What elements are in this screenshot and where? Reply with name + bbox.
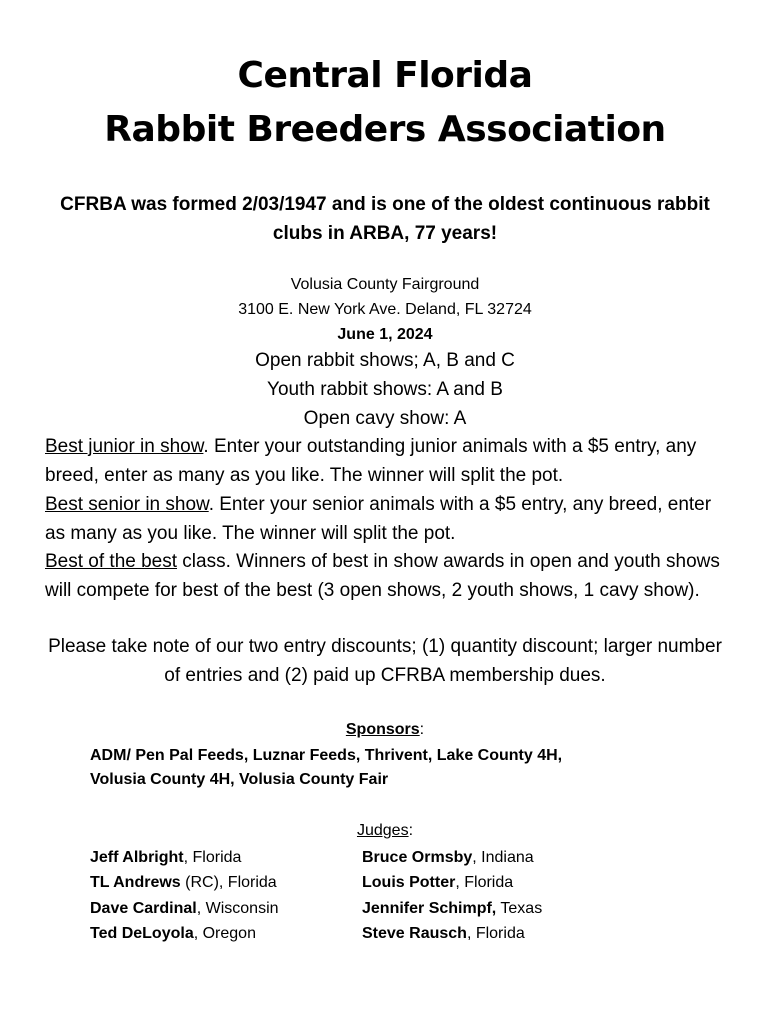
venue-name: Volusia County Fairground	[290, 276, 480, 293]
judge-name: Jennifer Schimpf,	[362, 899, 497, 917]
judge-entry	[362, 896, 542, 921]
sponsors-heading: Sponsors:	[345, 721, 425, 738]
judge-detail: , Indiana	[472, 849, 534, 866]
show-youth-rabbit: Youth rabbit shows: A and B	[267, 379, 503, 400]
title-line-2: Rabbit Breeders Association	[104, 109, 666, 150]
venue-address: 3100 E. New York Ave. Deland, FL 32724	[238, 301, 532, 318]
judge-name: Bruce Ormsby	[362, 849, 473, 866]
sponsors-heading-label: Sponsors	[345, 721, 420, 738]
show-date: June 1, 2024	[337, 326, 433, 343]
judge-entry	[362, 845, 542, 870]
special-best-senior	[45, 491, 735, 548]
special-title: Best of the best	[45, 551, 178, 572]
judge-detail: Texas	[496, 899, 543, 917]
judge-name: Ted DeLoyola	[90, 924, 194, 942]
judge-entry	[362, 921, 542, 946]
special-text: . Enter your outstanding junior animals with a $5 entry, any breed, enter as many as you like. The winner will split the pot.	[45, 436, 697, 486]
special-best-junior	[45, 433, 735, 490]
special-text: . Enter your senior animals with a $5 entry, any breed, enter as many as you like. The winner will split the pot.	[45, 494, 712, 544]
special-best-of-best	[45, 548, 735, 605]
judges-heading: Judges:	[356, 822, 414, 839]
judge-detail: , Florida	[183, 849, 242, 866]
judge-name: Louis Potter	[362, 874, 456, 892]
judge-detail: , Florida	[466, 924, 525, 942]
judges-right-column	[362, 845, 542, 946]
special-text: class. Winners of best in show awards in open and youth shows will compete for best of the best (3 open shows, 2 youth shows, 1 cavy show).	[45, 551, 720, 601]
judge-name: Jeff Albright	[90, 849, 184, 866]
judge-detail: , Florida	[455, 874, 514, 892]
special-title: Best senior in show	[45, 494, 209, 515]
special-title: Best junior in show	[45, 436, 204, 457]
show-open-cavy: Open cavy show: A	[303, 408, 467, 429]
judge-name: TL Andrews	[90, 874, 181, 892]
judge-name: Steve Rausch	[362, 924, 467, 942]
sponsors-line: ADM/ Pen Pal Feeds, Luznar Feeds, Thrivent, Lake County 4H,	[90, 747, 563, 764]
judge-detail: , Wisconsin	[196, 899, 279, 917]
judge-name: Dave Cardinal	[90, 899, 197, 917]
judge-detail: (RC), Florida	[180, 874, 277, 892]
judge-entry	[362, 870, 542, 895]
title-line-1: Central Florida	[237, 55, 533, 96]
judge-entry	[90, 870, 279, 895]
judge-entry	[90, 845, 279, 870]
sponsors-line: Volusia County 4H, Volusia County Fair	[90, 771, 389, 788]
judges-left-column	[90, 845, 279, 946]
judge-entry	[90, 921, 279, 946]
judge-detail: , Oregon	[193, 924, 256, 942]
intro-text: CFRBA was formed 2/03/1947 and is one of the oldest continuous rabbit clubs in ARBA, 77 years!	[60, 194, 710, 244]
show-open-rabbit: Open rabbit shows; A, B and C	[255, 350, 515, 371]
discount-note: Please take note of our two entry discounts; (1) quantity discount; larger number of entries and (2) paid up CFRBA membership dues.	[48, 636, 722, 686]
judge-entry	[90, 896, 279, 921]
judges-heading-label: Judges	[356, 822, 409, 839]
sponsors-list	[90, 744, 690, 792]
